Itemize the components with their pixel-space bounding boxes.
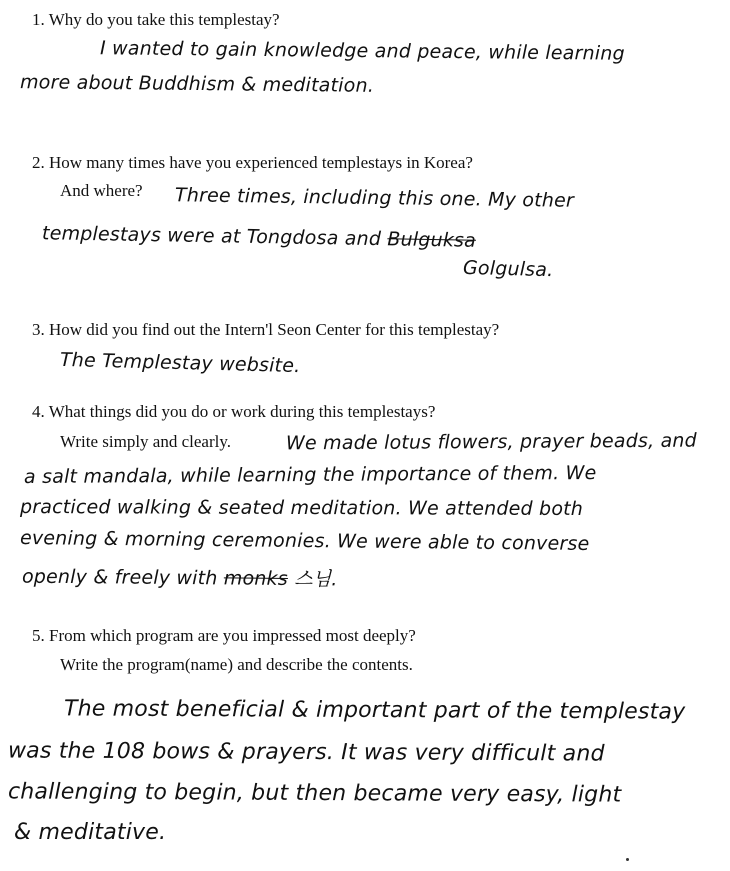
answer-5-line-3: challenging to begin, but then became very easy, light [7, 779, 622, 808]
question-1: 1. Why do you take this templestay? [32, 10, 280, 29]
question-2: 2. How many times have you experienced templestays in Korea? [32, 153, 473, 172]
question-5: 5. From which program are you impressed most deeply? [32, 626, 416, 645]
answer-2-line-1: Three times, including this one. My other [174, 184, 575, 212]
answer-5-line-1: The most beneficial & important part of the templestay [63, 696, 686, 725]
answer-1-line-2: more about Buddhism & meditation. [19, 71, 375, 97]
answer-3: The Templestay website. [59, 348, 301, 378]
answer-1-line-1: I wanted to gain knowledge and peace, while learning [99, 37, 625, 65]
answer-5-line-4: & meditative. [14, 820, 167, 845]
answer-4-korean: 스님. [294, 567, 338, 591]
question-4: 4. What things did you do or work during this templestays? [32, 402, 436, 421]
answer-5-line-2: was the 108 bows & prayers. It was very difficult and [7, 738, 605, 767]
question-4-instruction: Write simply and clearly. [60, 432, 231, 451]
answer-4-line-2: a salt mandala, while learning the importance of them. We [23, 462, 597, 488]
stray-mark [626, 858, 629, 861]
question-2-continuation: And where? [60, 181, 143, 200]
answer-2-line-2 [42, 222, 476, 252]
answer-4-struck-word: monks [223, 567, 289, 590]
answer-2-struck-word: Bulguksa [387, 228, 477, 252]
answer-2-line-2-text: templestays were at Tongdosa and [41, 222, 382, 251]
answer-4-line-5 [22, 562, 338, 592]
answer-2-line-3: Golgulsa. [462, 256, 554, 282]
answer-4-line-5-text: openly & freely with [21, 565, 218, 590]
answer-4-line-4: evening & morning ceremonies. We were able to converse [19, 527, 590, 555]
answer-4-line-3: practiced walking & seated meditation. We attended both [19, 496, 584, 520]
answer-4-line-1: We made lotus flowers, prayer beads, and [285, 429, 697, 455]
question-3: 3. How did you find out the Intern'l Seon Center for this templestay? [32, 320, 500, 339]
question-5-instruction: Write the program(name) and describe the contents. [60, 655, 413, 674]
